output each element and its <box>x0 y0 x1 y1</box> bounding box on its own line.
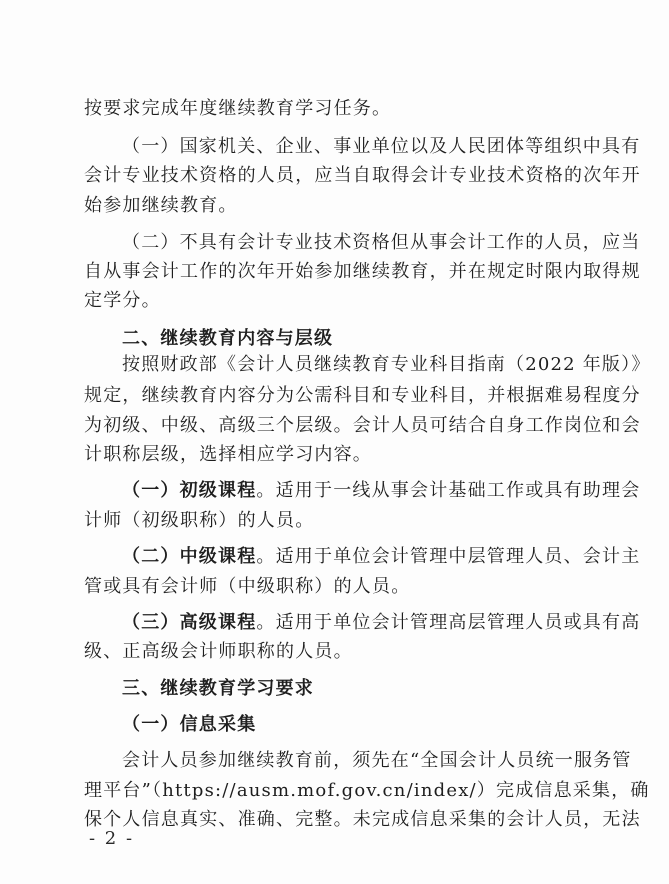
paragraph-line: 级、正高级会计师职称的人员。 <box>84 641 353 662</box>
section-heading: 二、继续教育内容与层级 <box>122 328 334 349</box>
paragraph-line: （二）不具有会计专业技术资格但从事会计工作的人员，应当 <box>122 232 641 253</box>
paragraph-line: 理平台”（https://ausm.mof.gov.cn/index/）完成信息采集，确 <box>84 780 650 801</box>
paragraph-line: 定学分。 <box>84 290 161 311</box>
course-level-label: （一）初级课程 <box>122 480 257 501</box>
paragraph-line: 规定，继续教育内容分为公需科目和专业科目，并根据难易程度分 <box>84 385 641 406</box>
paragraph-line: 自从事会计工作的次年开始参加继续教育，并在规定时限内取得规 <box>84 261 641 282</box>
paragraph-line <box>122 610 641 636</box>
paragraph-line: 保个人信息真实、准确、完整。未完成信息采集的会计人员，无法 <box>84 809 641 830</box>
paragraph-text: 。适用于一线从事会计基础工作或具有助理会 <box>256 480 641 501</box>
paragraph-line: 会计人员参加继续教育前，须先在“全国会计人员统一服务管 <box>122 750 632 771</box>
paragraph-line: 按要求完成年度继续教育学习任务。 <box>84 98 392 119</box>
paragraph-line: 按照财政部《会计人员继续教育专业科目指南（2022 年版）》 <box>122 354 651 375</box>
course-level-label: （二）中级课程 <box>122 546 257 567</box>
subsection-heading: （一）信息采集 <box>122 714 257 735</box>
paragraph-line: 为初级、中级、高级三个层级。会计人员可结合自身工作岗位和会 <box>84 415 641 436</box>
paragraph-line <box>122 478 641 504</box>
paragraph-line: （一）国家机关、企业、事业单位以及人民团体等组织中具有 <box>122 136 641 157</box>
paragraph-text: 。适用于单位会计管理中层管理人员、会计主 <box>256 546 641 567</box>
section-heading: 三、继续教育学习要求 <box>122 678 314 699</box>
paragraph-line: 会计专业技术资格的人员，应当自取得会计专业技术资格的次年开 <box>84 165 641 186</box>
page-number: - 2 - <box>89 828 135 849</box>
paragraph-line: 计职称层级，选择相应学习内容。 <box>84 444 372 465</box>
paragraph-line: 始参加继续教育。 <box>84 195 238 216</box>
paragraph-line: 管或具有会计师（中级职称）的人员。 <box>84 576 411 597</box>
paragraph-line: 计师（初级职称）的人员。 <box>84 510 315 531</box>
paragraph-line <box>122 544 641 570</box>
course-level-label: （三）高级课程 <box>122 612 257 633</box>
paragraph-text: 。适用于单位会计管理高层管理人员或具有高 <box>256 612 641 633</box>
